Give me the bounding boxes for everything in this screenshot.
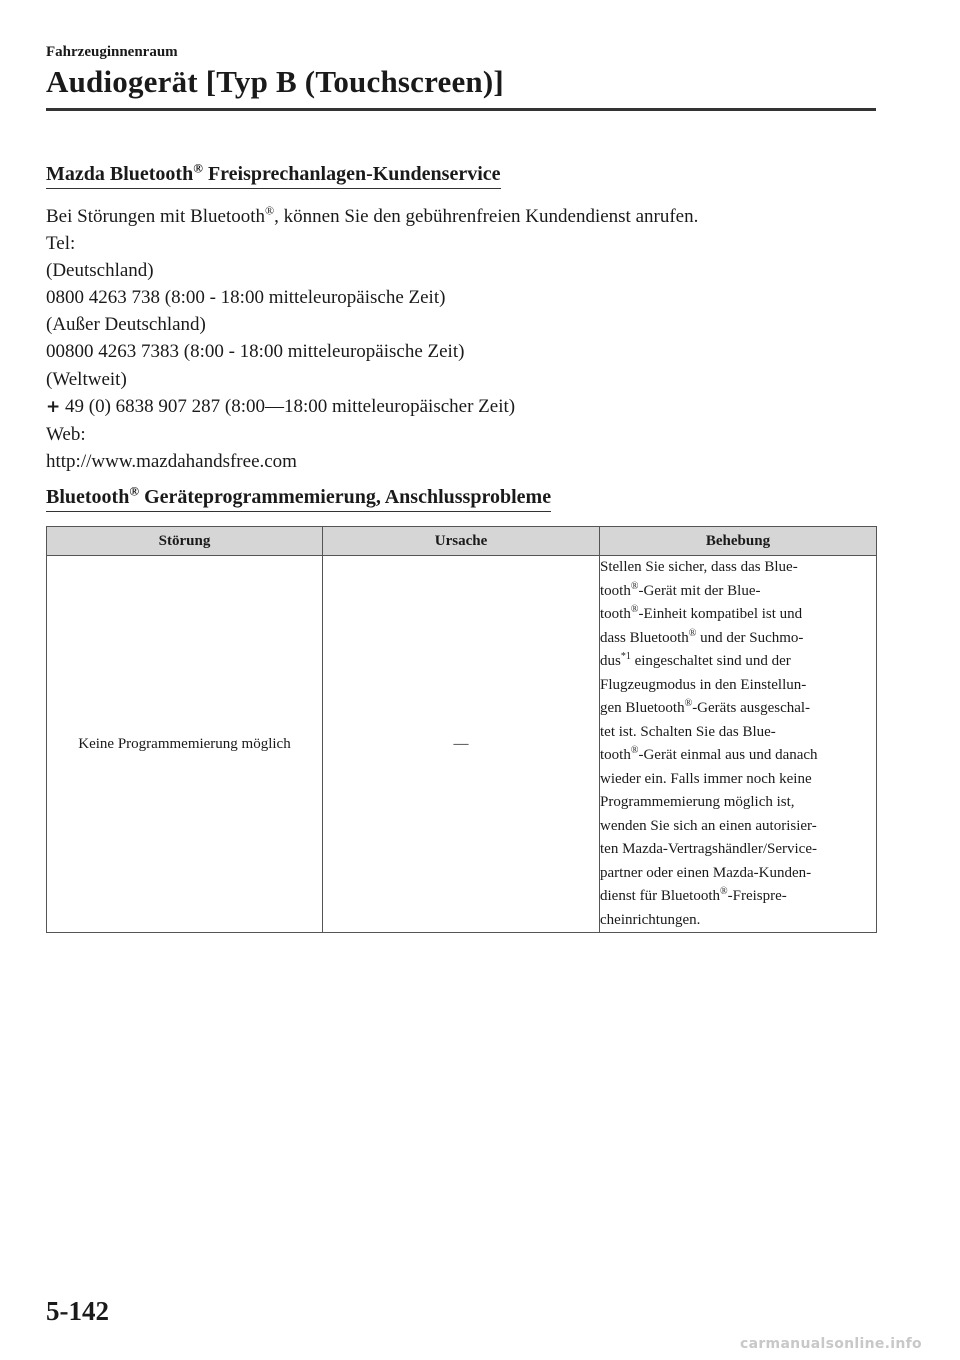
remedy-text: Programmemierung möglich ist, [600,794,795,810]
pairing-heading [46,483,552,512]
remedy-line [600,791,876,815]
superscript-mark: ® [684,698,693,709]
remedy-line [600,650,876,674]
remedy-text-2: -Geräts ausgeschal- [692,700,811,716]
remedy-line [600,556,876,580]
service-intro [46,203,876,230]
intro-text-2: , können Sie den gebührenfreien Kundendienst anrufen. [274,206,699,227]
column-header-remedy: Behebung [600,527,877,556]
chapter-title: Audiogerät [Typ B (Touchscreen)] [46,64,504,99]
column-header-cause: Ursache [323,527,600,556]
registered-mark: ® [193,160,203,176]
column-header-problem: Störung [47,527,323,556]
service-heading-text: Mazda Bluetooth [46,163,194,185]
remedy-text-2: -Gerät einmal aus und danach [638,747,818,763]
outside-germany-number: 00800 4263 7383 (8:00 - 18:00 mitteleuropäische Zeit) [46,341,465,363]
cause-cell: — [323,556,600,933]
remedy-text-2: eingeschaltet sind und der [630,653,791,669]
remedy-text: gen Bluetooth [600,700,685,716]
remedy-text-2: und der Suchmo- [696,629,804,646]
intro-text: Bei Störungen mit Bluetooth [46,206,266,227]
registered-mark: ® [265,203,275,218]
remedy-text: dass Bluetooth [600,629,689,646]
remedy-line [600,627,876,651]
superscript-mark: ® [630,604,639,615]
remedy-line [600,885,876,909]
remedy-text: tet ist. Schalten Sie das Blue- [600,723,776,740]
remedy-text: partner oder einen Mazda-Kunden- [600,864,812,881]
remedy-line [600,909,876,933]
remedy-text: tooth [600,582,631,599]
remedy-line [600,768,876,792]
remedy-text: dienst für Bluetooth [600,888,720,904]
remedy-text: cheinrichtungen. [600,911,701,928]
section-label: Fahrzeuginnenraum [46,44,178,60]
title-rule [46,108,876,111]
page-number: 5-142 [46,1296,109,1326]
remedy-text: tooth [600,747,631,763]
remedy-text-2: -Freispre- [727,888,787,904]
troubleshooting-table [46,526,877,933]
pairing-heading-text: Bluetooth [46,486,130,508]
remedy-line [600,603,876,627]
remedy-text: ten Mazda-Vertragshändler/Service- [600,841,817,857]
problem-cell: Keine Programmemierung möglich [47,556,323,933]
service-contact-block [46,203,876,475]
germany-label: (Deutschland) [46,260,154,282]
superscript-mark: ® [720,886,728,897]
superscript-mark: *1 [620,651,631,662]
superscript-mark: ® [688,627,697,639]
tel-label: Tel: [46,233,76,255]
pairing-heading-text-2: Geräteprogrammemierung, Anschlussprobleme [139,486,552,508]
remedy-line [600,580,876,604]
remedy-text-2: -Gerät mit der Blue- [638,582,761,599]
web-label: Web: [46,423,86,445]
remedy-line [600,744,876,768]
remedy-text-2: -Einheit kompatibel ist und [638,606,803,622]
plus-icon: + [46,396,61,417]
remedy-cell [600,556,877,933]
registered-mark: ® [129,483,140,499]
remedy-text: Stellen Sie sicher, dass das Blue- [600,559,798,575]
germany-number: 0800 4263 738 (8:00 - 18:00 mitteleuropäische Zeit) [46,287,446,309]
remedy-line [600,674,876,698]
remedy-text: wieder ein. Falls immer noch keine [600,770,812,787]
remedy-line [600,838,876,862]
remedy-line [600,721,876,745]
watermark: carmanualsonline.info [740,1336,922,1352]
worldwide-label: (Weltweit) [46,368,127,390]
web-url: http://www.mazdahandsfree.com [46,450,297,472]
remedy-line [600,815,876,839]
service-heading-text-2: Freisprechanlagen-Kundenservice [202,163,501,185]
remedy-text: Flugzeugmodus in den Einstellun- [600,676,807,693]
remedy-line [600,697,876,721]
superscript-mark: ® [630,745,639,756]
worldwide-number [46,393,876,421]
remedy-text: dus [600,653,621,669]
table-header-row [47,527,877,556]
superscript-mark: ® [630,580,639,592]
remedy-line [600,862,876,886]
outside-germany-label: (Außer Deutschland) [46,314,206,336]
remedy-text: wenden Sie sich an einen autorisier- [600,817,817,834]
worldwide-number-text: 49 (0) 6838 907 287 (8:00―18:00 mitteleuropäischer Zeit) [60,395,516,417]
remedy-text: tooth [600,606,631,622]
table-row [47,556,877,933]
service-heading [46,160,501,189]
